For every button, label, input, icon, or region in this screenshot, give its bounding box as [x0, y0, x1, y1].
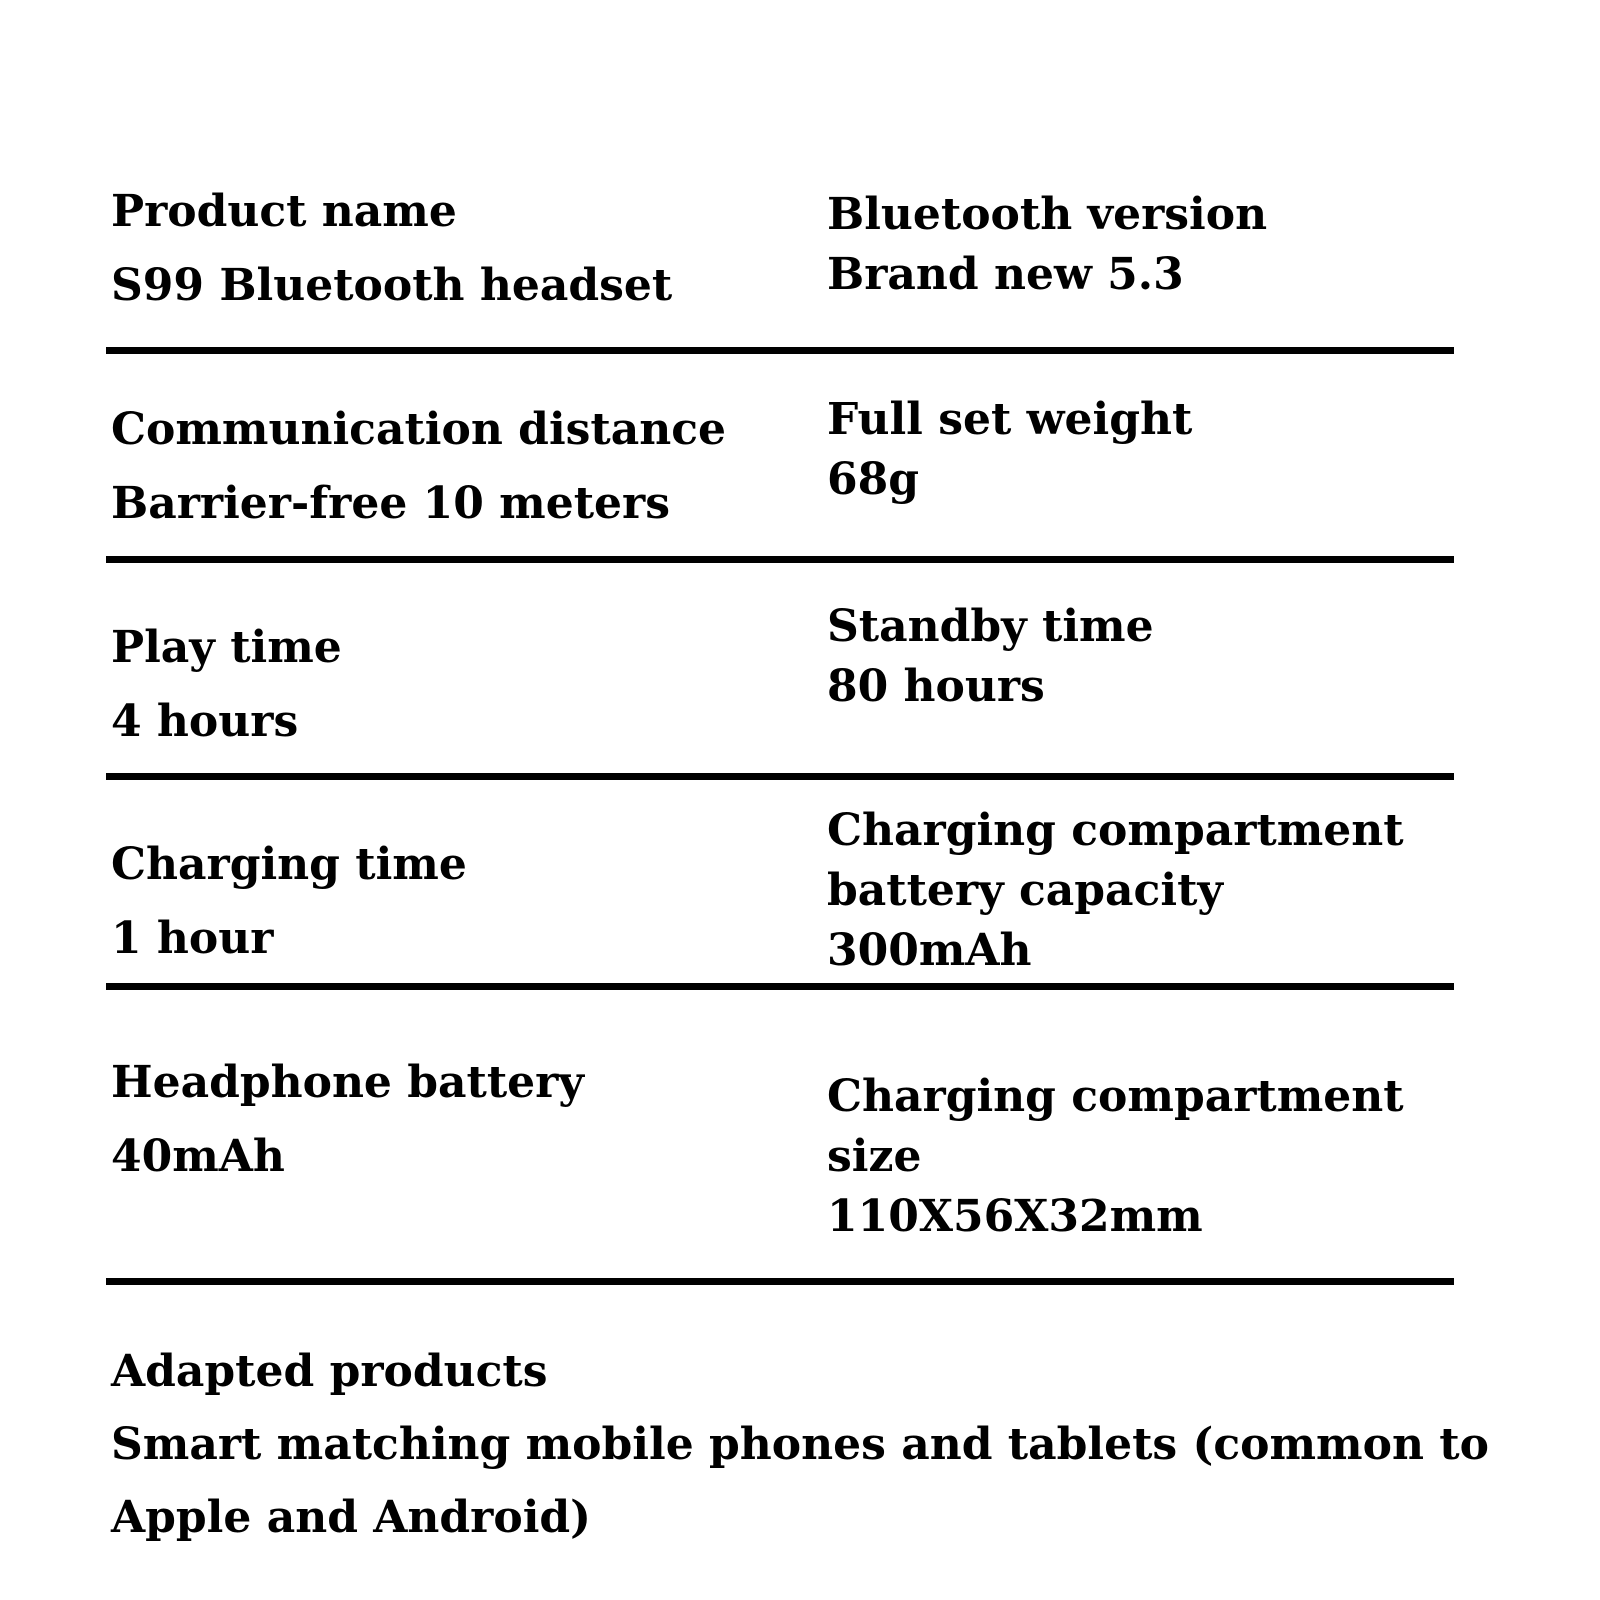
row-divider: [106, 347, 1454, 354]
spec-product-name: [111, 186, 672, 312]
spec-label: Headphone battery: [111, 1057, 584, 1108]
spec-value: 300mAh: [827, 925, 1032, 976]
spec-label: Charging compartment: [827, 1071, 1404, 1122]
spec-value: Brand new 5.3: [827, 249, 1184, 300]
spec-label: battery capacity: [827, 865, 1223, 916]
spec-value: Smart matching mobile phones and tablets (common to: [111, 1419, 1489, 1470]
spec-label: Communication distance: [111, 404, 727, 455]
spec-label: Product name: [111, 186, 457, 237]
spec-value: 68g: [827, 454, 919, 505]
spec-charging-compartment-size: [827, 1067, 1404, 1247]
row-divider: [106, 773, 1454, 780]
spec-label: Full set weight: [827, 394, 1193, 445]
spec-headphone-battery: [111, 1057, 584, 1183]
row-divider: [106, 983, 1454, 990]
spec-label: Standby time: [827, 601, 1154, 652]
spec-value: Apple and Android): [111, 1492, 592, 1543]
spec-charging-time: [111, 839, 467, 965]
spec-adapted-products: [111, 1346, 1511, 1544]
spec-value: 110X56X32mm: [827, 1191, 1203, 1242]
spec-value: S99 Bluetooth headset: [111, 260, 673, 311]
spec-label: Charging compartment: [827, 805, 1404, 856]
row-divider: [106, 1278, 1454, 1285]
spec-full-set-weight: [827, 390, 1192, 510]
spec-label: Adapted products: [111, 1346, 548, 1397]
spec-value: 80 hours: [827, 661, 1045, 712]
spec-label: Bluetooth version: [827, 189, 1268, 240]
spec-communication-distance: [111, 404, 726, 530]
spec-standby-time: [827, 597, 1154, 717]
spec-label: Play time: [111, 622, 342, 673]
spec-bluetooth-version: [827, 185, 1267, 305]
spec-play-time: [111, 622, 342, 748]
spec-value: 4 hours: [111, 696, 299, 747]
spec-value: Barrier-free 10 meters: [111, 478, 671, 529]
spec-label: size: [827, 1131, 922, 1182]
spec-charging-compartment-battery-capacity: [827, 801, 1404, 981]
spec-value: 40mAh: [111, 1131, 285, 1182]
spec-value: 1 hour: [111, 913, 274, 964]
spec-label: Charging time: [111, 839, 467, 890]
row-divider: [106, 556, 1454, 563]
